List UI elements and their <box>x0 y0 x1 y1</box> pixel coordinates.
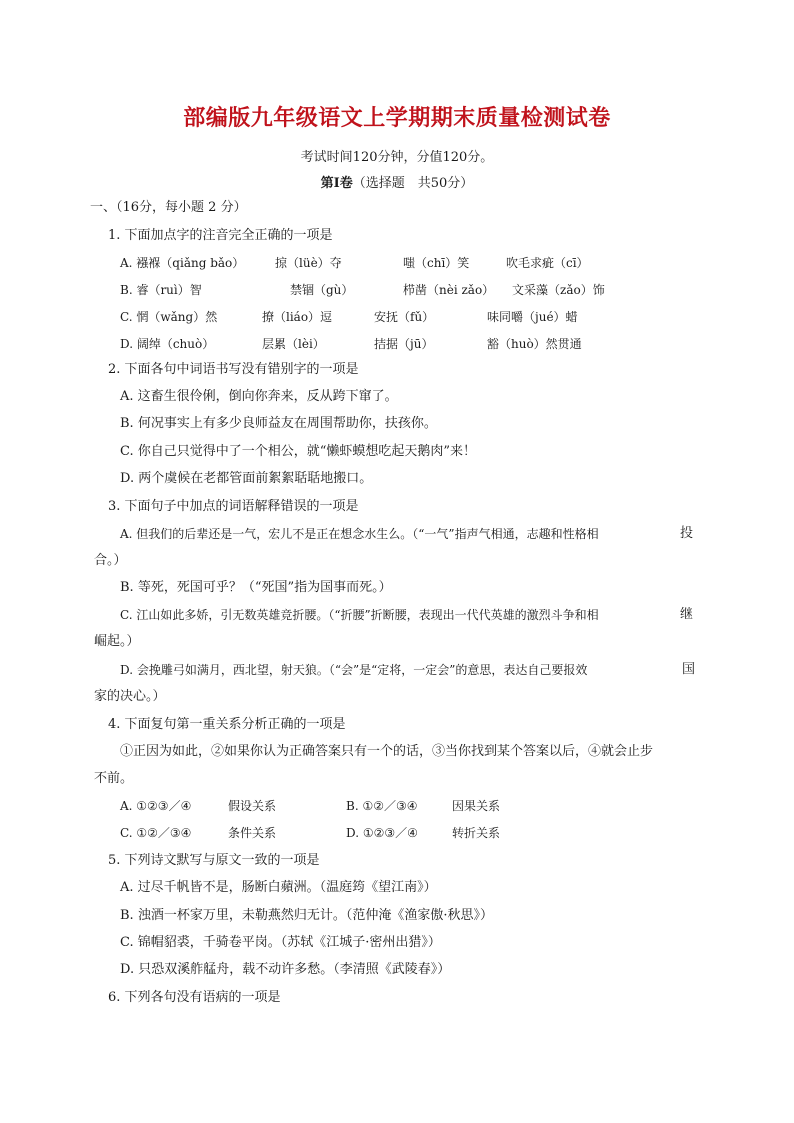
q3-option-b: B. 等死，死国可乎？（“死国”指为国事而死。） <box>120 580 392 595</box>
question-6-stem: 6. 下列各句没有语病的一项是 <box>108 990 281 1005</box>
q3-option-c-line1: C. 江山如此多娇，引无数英雄竞折腰。（“折腰”折断腰，表现出一代代英雄的激烈斗争和相 <box>120 608 599 622</box>
q1-b-2: 禁锢（gù） <box>290 283 354 297</box>
question-5-stem: 5. 下列诗文默写与原文一致的一项是 <box>108 853 320 868</box>
section-heading: 一、（16分，每小题 2 分） <box>90 200 247 215</box>
q3-option-a-end: 投 <box>680 526 694 541</box>
part-title <box>0 172 794 191</box>
q1-a-4: 吹毛求疵（cī） <box>506 256 589 270</box>
q3-option-d-line1: D. 会挽雕弓如满月，西北望，射天狼。（“会”是“定将，一定会”的意思，表达自己要报效 <box>120 663 588 677</box>
page-title: 部编版九年级语文上学期期末质量检测试卷 <box>183 105 611 131</box>
q1-d-2: 层累（lèi） <box>262 337 325 351</box>
exam-info: 考试时间120分钟，分值120分。 <box>300 150 494 165</box>
q1-d-4: 豁（huò）然贯通 <box>487 337 582 351</box>
q4-c-label: C. ①②／③④ <box>120 826 192 840</box>
q2-option-a: A. 这畜生很伶俐，倒向你奔来，反从跨下窜了。 <box>120 389 398 404</box>
q4-a-relation: 假设关系 <box>228 799 277 813</box>
q3-option-c-line2: 崛起。） <box>94 634 140 649</box>
q1-b-1: B. 睿（ruì）智 <box>120 283 202 297</box>
question-1-stem: 1. 下面加点字的注音完全正确的一项是 <box>108 228 333 243</box>
q1-b-3: 栉凿（nèi zǎo） <box>403 283 495 297</box>
q1-a-1: A. 襁褓（qiǎng bǎo） <box>120 256 245 270</box>
part-desc: （选择题 共50分） <box>352 176 474 191</box>
q4-a-label: A. ①②③／④ <box>120 799 192 813</box>
q4-d-relation: 转折关系 <box>452 826 501 840</box>
q3-option-d-line2: 家的决心。） <box>94 689 166 704</box>
q2-option-c: C. 你自己只觉得中了一个相公，就“懒虾蟆想吃起天鹅肉”来！ <box>120 444 477 459</box>
q1-a-2: 掠（lüè）夺 <box>275 256 342 270</box>
q3-option-a-line2: 合。） <box>94 553 127 568</box>
q2-option-d: D. 两个虞候在老都管面前絮絮聒聒地搬口。 <box>120 471 373 486</box>
q1-c-1: C. 惘（wǎng）然 <box>120 310 218 324</box>
q1-d-1: D. 阔绰（chuò） <box>120 337 215 351</box>
q4-sentence-line2: 不前。 <box>94 771 134 786</box>
q2-option-b: B. 何况事实上有多少良师益友在周围帮助你，扶孩你。 <box>120 416 437 431</box>
part-label: 第Ⅰ卷 <box>320 176 353 191</box>
q5-option-b: B. 浊酒一杯家万里，未勒燕然归无计。（范仲淹《渔家傲·秋思》） <box>120 908 493 923</box>
q1-c-4: 味同嚼（jué）蜡 <box>487 310 578 324</box>
q4-b-label: B. ①②／③④ <box>346 799 418 813</box>
q4-d-label: D. ①②③／④ <box>346 826 418 840</box>
q1-c-2: 撩（liáo）逗 <box>262 310 333 324</box>
question-3-stem: 3. 下面句子中加点的词语解释错误的一项是 <box>108 499 359 514</box>
q3-option-a-line1: A. 但我们的后辈还是一气，宏儿不是正在想念水生么。（“一气”指声气相通，志趣和性格相 <box>120 527 599 541</box>
q4-sentence-line1: ①正因为如此，②如果你认为正确答案只有一个的话，③当你找到某个答案以后，④就会止步 <box>120 744 654 759</box>
question-2-stem: 2. 下面各句中词语书写没有错别字的一项是 <box>108 362 359 377</box>
q5-option-d: D. 只恐双溪舴艋舟，载不动许多愁。（李清照《武陵春》） <box>120 962 451 977</box>
q3-option-d-end: 国 <box>682 662 696 677</box>
question-4-stem: 4. 下面复句第一重关系分析正确的一项是 <box>108 717 346 732</box>
q1-c-3: 安抚（fǔ） <box>374 310 435 324</box>
q1-d-3: 拮据（jū） <box>374 337 434 351</box>
q4-c-relation: 条件关系 <box>228 826 277 840</box>
q1-a-3: 嗤（chī）笑 <box>403 256 470 270</box>
q4-b-relation: 因果关系 <box>452 799 501 813</box>
q3-option-c-end: 继 <box>680 607 694 622</box>
q1-b-4: 文采藻（zǎo）饰 <box>512 283 605 297</box>
q5-option-a: A. 过尽千帆皆不是，肠断白蘋洲。（温庭筠《望江南》） <box>120 880 437 895</box>
q5-option-c: C. 锦帽貂裘，千骑卷平岗。（苏轼《江城子·密州出猎》） <box>120 935 441 950</box>
